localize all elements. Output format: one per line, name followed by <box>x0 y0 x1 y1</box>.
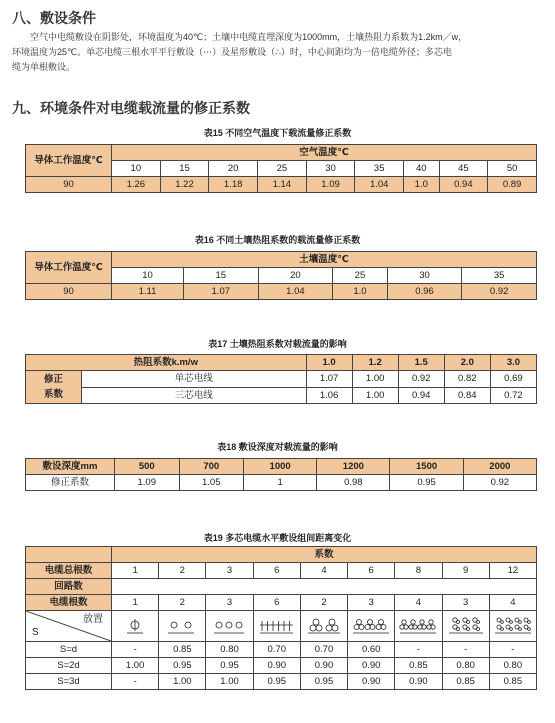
t19-value-cell: 0.90 <box>300 658 347 674</box>
t19-loops-label: 回路数 <box>26 579 112 595</box>
t19-layout-icon-cell <box>253 611 300 642</box>
t17-value-cell: 1.07 <box>306 371 352 388</box>
t19-cables-cell: 4 <box>489 595 536 611</box>
t15-temp-cell: 20 <box>209 161 258 177</box>
t17-value-cell: 1.00 <box>352 371 398 388</box>
table-15-caption: 表15 不同空气温度下载流量修正系数 <box>203 128 352 138</box>
t19-total-cell: 3 <box>206 563 253 579</box>
t19-value-cell: 1.00 <box>112 658 159 674</box>
t15-temp-cell: 15 <box>160 161 209 177</box>
t16-row-label: 90 <box>26 284 112 300</box>
t19-cables-cell: 3 <box>206 595 253 611</box>
para-line-3: 缆为单根敷设。 <box>12 62 76 72</box>
t15-value-cell: 1.18 <box>209 177 258 193</box>
t19-value-cell: 0.70 <box>300 642 347 658</box>
t19-value-cell: 0.70 <box>253 642 300 658</box>
t15-temp-cell: 40 <box>404 161 440 177</box>
triple-trefoil-stack-layout-icon <box>443 615 489 637</box>
t19-cables-cell: 2 <box>159 595 206 611</box>
t19-spacing-label: S=3d <box>26 674 112 690</box>
t19-total-cell: 9 <box>442 563 489 579</box>
t16-row-head: 导体工作温度℃ <box>26 252 112 284</box>
t16-value-cell: 0.96 <box>387 284 462 300</box>
t18-col-head: 500 <box>115 459 180 475</box>
t19-cables-cell: 3 <box>442 595 489 611</box>
t15-value-cell: 1.26 <box>112 177 161 193</box>
t15-value-cell: 1.14 <box>258 177 307 193</box>
t19-value-cell: 0.85 <box>489 674 536 690</box>
t18-value-cell: 0.95 <box>390 475 463 491</box>
section-8-title: 八、敷设条件 <box>12 10 96 26</box>
t19-diag-bottom-label: S <box>32 627 39 638</box>
t19-value-cell: 1.00 <box>159 674 206 690</box>
quad-trefoil-stack-layout-icon <box>490 615 536 637</box>
t15-value-cell: 1.04 <box>355 177 404 193</box>
t17-row-label: 三芯电线 <box>82 387 307 404</box>
t19-value-cell: - <box>112 642 159 658</box>
t16-value-cell: 1.04 <box>258 284 333 300</box>
t19-layout-icon-cell <box>348 611 395 642</box>
t19-total-cell: 4 <box>300 563 347 579</box>
t19-diag-top-label: 放置 <box>83 614 103 625</box>
t19-total-label: 电缆总根数 <box>26 563 112 579</box>
t18-value-cell: 1.05 <box>179 475 244 491</box>
t19-value-cell: 0.80 <box>206 642 253 658</box>
t18-col-head: 700 <box>179 459 244 475</box>
section-9-title: 九、环境条件对电缆载流量的修正系数 <box>12 100 250 116</box>
t19-top-head: 系数 <box>112 547 537 563</box>
t18-col-head: 1000 <box>244 459 317 475</box>
table-18-caption: 表18 敷设深度对载流量的影响 <box>217 442 338 452</box>
t19-value-cell: 0.95 <box>253 674 300 690</box>
t19-layout-icon-cell <box>442 611 489 642</box>
t19-total-cell: 8 <box>395 563 442 579</box>
t19-value-cell: - <box>112 674 159 690</box>
t15-temp-cell: 35 <box>355 161 404 177</box>
quad-trefoil-layout-icon <box>395 615 441 637</box>
t19-value-cell: 0.85 <box>442 674 489 690</box>
t16-value-cell: 1.11 <box>112 284 184 300</box>
t19-total-cell: 6 <box>348 563 395 579</box>
t18-col-head: 1500 <box>390 459 463 475</box>
t15-temp-cell: 45 <box>439 161 488 177</box>
t18-value-cell: 1.09 <box>115 475 180 491</box>
t19-value-cell: 0.80 <box>489 658 536 674</box>
t17-value-cell: 1.00 <box>352 387 398 404</box>
t17-row-label: 单芯电线 <box>82 371 307 388</box>
t17-group-line-1: 修正 <box>43 374 63 385</box>
t17-col-head: 2.0 <box>444 355 490 371</box>
t19-spacing-label: S=d <box>26 642 112 658</box>
t19-spacing-label: S=2d <box>26 658 112 674</box>
t16-value-cell: 1.0 <box>333 284 387 300</box>
t19-total-cell: 12 <box>489 563 536 579</box>
t19-value-cell: - <box>395 642 442 658</box>
t19-value-cell: 0.80 <box>442 658 489 674</box>
t16-temp-cell: 15 <box>183 268 258 284</box>
table-18 <box>25 458 537 491</box>
t15-row-label: 90 <box>26 177 112 193</box>
t19-total-cell: 2 <box>159 563 206 579</box>
t16-temp-cell: 25 <box>333 268 387 284</box>
t17-col-head: 1.2 <box>352 355 398 371</box>
t17-head-label: 热阻系数k.m/w <box>26 355 307 371</box>
t19-cables-cell: 2 <box>300 595 347 611</box>
t19-value-cell: 0.90 <box>395 674 442 690</box>
t19-layout-icon-cell <box>206 611 253 642</box>
table-19 <box>25 546 537 690</box>
t19-value-cell: 0.85 <box>395 658 442 674</box>
t19-value-cell: 1.00 <box>206 674 253 690</box>
t17-value-cell: 0.84 <box>444 387 490 404</box>
t15-value-cell: 0.94 <box>439 177 488 193</box>
t15-value-cell: 1.22 <box>160 177 209 193</box>
t17-col-head: 1.5 <box>398 355 444 371</box>
t15-temp-cell: 10 <box>112 161 161 177</box>
table-15 <box>25 144 537 193</box>
t17-col-head: 1.0 <box>306 355 352 371</box>
t19-layout-icon-cell <box>489 611 536 642</box>
triple-layout-icon <box>206 615 252 637</box>
t17-value-cell: 0.94 <box>398 387 444 404</box>
para-line-2: 环境温度为25℃。单芯电缆三根水平平行敷设（⋯）及星形敷设（∴）时，中心间距均为一倍电缆外径；多芯电 <box>12 47 452 57</box>
table-17 <box>25 354 537 404</box>
t15-col-head: 空气温度℃ <box>112 145 537 161</box>
t18-value-cell: 1 <box>244 475 317 491</box>
t18-col-head: 1200 <box>317 459 390 475</box>
t16-temp-cell: 10 <box>112 268 184 284</box>
t16-col-head: 土壤温度℃ <box>112 252 537 268</box>
pair-trefoil-layout-icon <box>301 615 347 637</box>
t17-value-cell: 0.82 <box>444 371 490 388</box>
para-line-1: 空气中电缆敷设在阴影处，环境温度为40℃；土壤中电缆直埋深度为1000mm，土壤热阻力系数为1.2km／w， <box>30 32 468 42</box>
t19-value-cell: - <box>442 642 489 658</box>
t19-cables-label: 电缆根数 <box>26 595 112 611</box>
pair-layout-icon <box>159 615 205 637</box>
table-16-caption: 表16 不同土壤热阻系数的载流量修正系数 <box>194 235 361 245</box>
t19-cables-cell: 6 <box>253 595 300 611</box>
t15-temp-cell: 25 <box>258 161 307 177</box>
t19-loops-span <box>112 579 537 595</box>
t19-layout-icon-cell <box>112 611 159 642</box>
t19-value-cell: 0.60 <box>348 642 395 658</box>
t15-row-head: 导体工作温度℃ <box>26 145 112 177</box>
t16-value-cell: 0.92 <box>462 284 537 300</box>
t19-layout-icon-cell <box>300 611 347 642</box>
t19-cables-cell: 3 <box>348 595 395 611</box>
t15-value-cell: 1.09 <box>306 177 355 193</box>
t19-blank-corner <box>26 547 112 563</box>
t17-value-cell: 0.92 <box>398 371 444 388</box>
t15-value-cell: 1.0 <box>404 177 440 193</box>
t19-value-cell: 0.90 <box>348 674 395 690</box>
t19-cables-cell: 4 <box>395 595 442 611</box>
table-16 <box>25 251 537 300</box>
t17-value-cell: 0.69 <box>490 371 536 388</box>
t19-value-cell: 0.90 <box>253 658 300 674</box>
t16-temp-cell: 20 <box>258 268 333 284</box>
t17-group-line-2: 系数 <box>43 389 63 400</box>
t19-value-cell: 0.85 <box>159 642 206 658</box>
t18-value-cell: 0.98 <box>317 475 390 491</box>
t15-value-cell: 0.89 <box>488 177 537 193</box>
single-layout-icon <box>112 615 158 637</box>
t17-value-cell: 0.72 <box>490 387 536 404</box>
t19-value-cell: 0.95 <box>300 674 347 690</box>
t19-layout-icon-cell <box>159 611 206 642</box>
six-layout-icon <box>254 615 300 637</box>
section-8-paragraph <box>12 30 552 75</box>
table-19-caption: 表19 多芯电缆水平敷设组间距离变化 <box>203 533 352 543</box>
t19-total-cell: 6 <box>253 563 300 579</box>
t15-temp-cell: 50 <box>488 161 537 177</box>
t19-layout-icon-cell <box>395 611 442 642</box>
t19-value-cell: 0.90 <box>348 658 395 674</box>
t19-value-cell: 0.95 <box>206 658 253 674</box>
table-17-caption: 表17 土壤热阻系数对载流量的影响 <box>208 339 347 349</box>
t18-col-head: 2000 <box>463 459 536 475</box>
t19-diagonal-header <box>26 611 112 642</box>
t15-temp-cell: 30 <box>306 161 355 177</box>
t16-value-cell: 1.07 <box>183 284 258 300</box>
t16-temp-cell: 30 <box>387 268 462 284</box>
t17-col-head: 3.0 <box>490 355 536 371</box>
t18-row-label: 修正系数 <box>26 475 115 491</box>
t19-total-cell: 1 <box>112 563 159 579</box>
t17-value-cell: 1.06 <box>306 387 352 404</box>
t18-head-label: 敷设深度mm <box>26 459 115 475</box>
t17-group-label <box>26 371 82 404</box>
t19-value-cell: - <box>489 642 536 658</box>
t18-value-cell: 0.92 <box>463 475 536 491</box>
t19-value-cell: 0.95 <box>159 658 206 674</box>
triple-trefoil-layout-icon <box>348 615 394 637</box>
t19-cables-cell: 1 <box>112 595 159 611</box>
t16-temp-cell: 35 <box>462 268 537 284</box>
